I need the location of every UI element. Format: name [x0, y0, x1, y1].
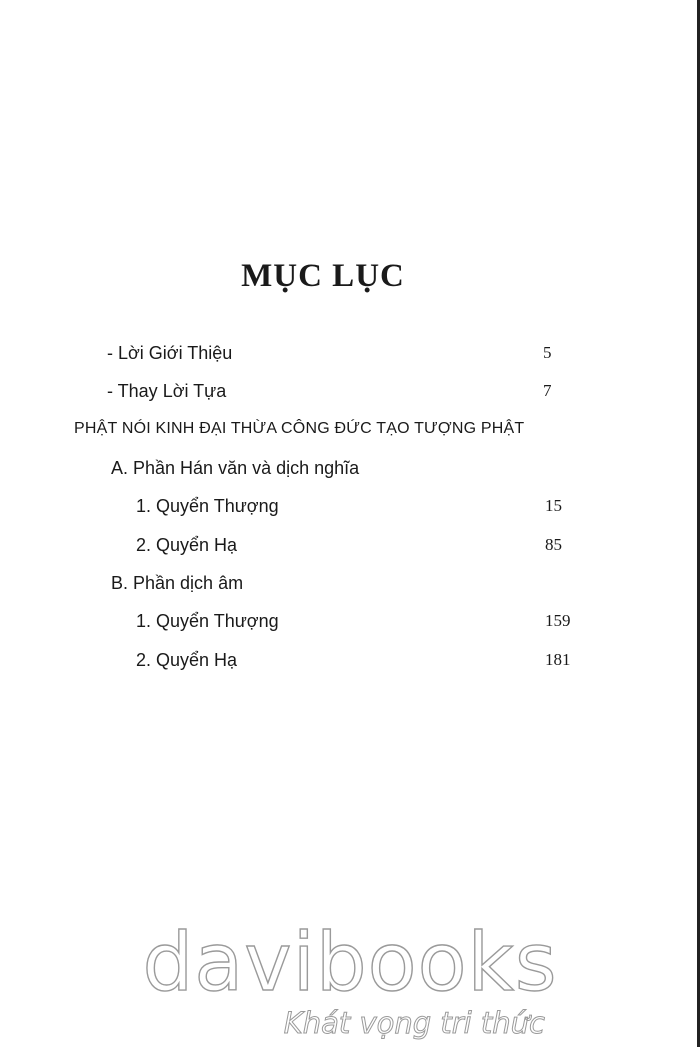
- toc-entry: [0, 455, 700, 481]
- toc-entry: [0, 378, 700, 404]
- toc-entry: [0, 647, 700, 673]
- toc-entry-label: 1. Quyển Thượng: [136, 611, 279, 631]
- watermark-slogan: Khát vọng tri thức: [283, 1006, 545, 1040]
- toc-entry-label: - Lời Giới Thiệu: [107, 343, 233, 363]
- toc-entry-label: B. Phần dịch âm: [111, 573, 244, 593]
- toc-entry-label: 2. Quyển Hạ: [136, 650, 238, 670]
- toc-entry: [0, 608, 700, 634]
- toc-entry-label: 2. Quyển Hạ: [136, 535, 238, 555]
- toc-entry: [0, 340, 700, 366]
- toc-entry-page: 181: [545, 650, 571, 669]
- toc-section-heading: [0, 416, 700, 442]
- toc-entry-page: 15: [545, 496, 562, 515]
- toc-entry-page: 159: [545, 611, 571, 630]
- toc-entry-page: 5: [543, 343, 552, 362]
- toc-entry-label: PHẬT NÓI KINH ĐẠI THỪA CÔNG ĐỨC TẠO TƯỢNG PHẬT: [74, 420, 525, 437]
- watermark-brand: davibooks: [142, 916, 558, 1009]
- toc-entry: [0, 532, 700, 558]
- toc-entry: [0, 570, 700, 596]
- toc-entry-label: 1. Quyển Thượng: [136, 496, 279, 516]
- toc-entry-page: 85: [545, 535, 562, 554]
- toc-title: MỤC LỤC: [241, 258, 405, 294]
- toc-entry: [0, 493, 700, 519]
- toc-entry-label: A. Phần Hán văn và dịch nghĩa: [111, 458, 360, 478]
- toc-entry-page: 7: [543, 381, 552, 400]
- toc-entry-label: - Thay Lời Tựa: [107, 381, 227, 401]
